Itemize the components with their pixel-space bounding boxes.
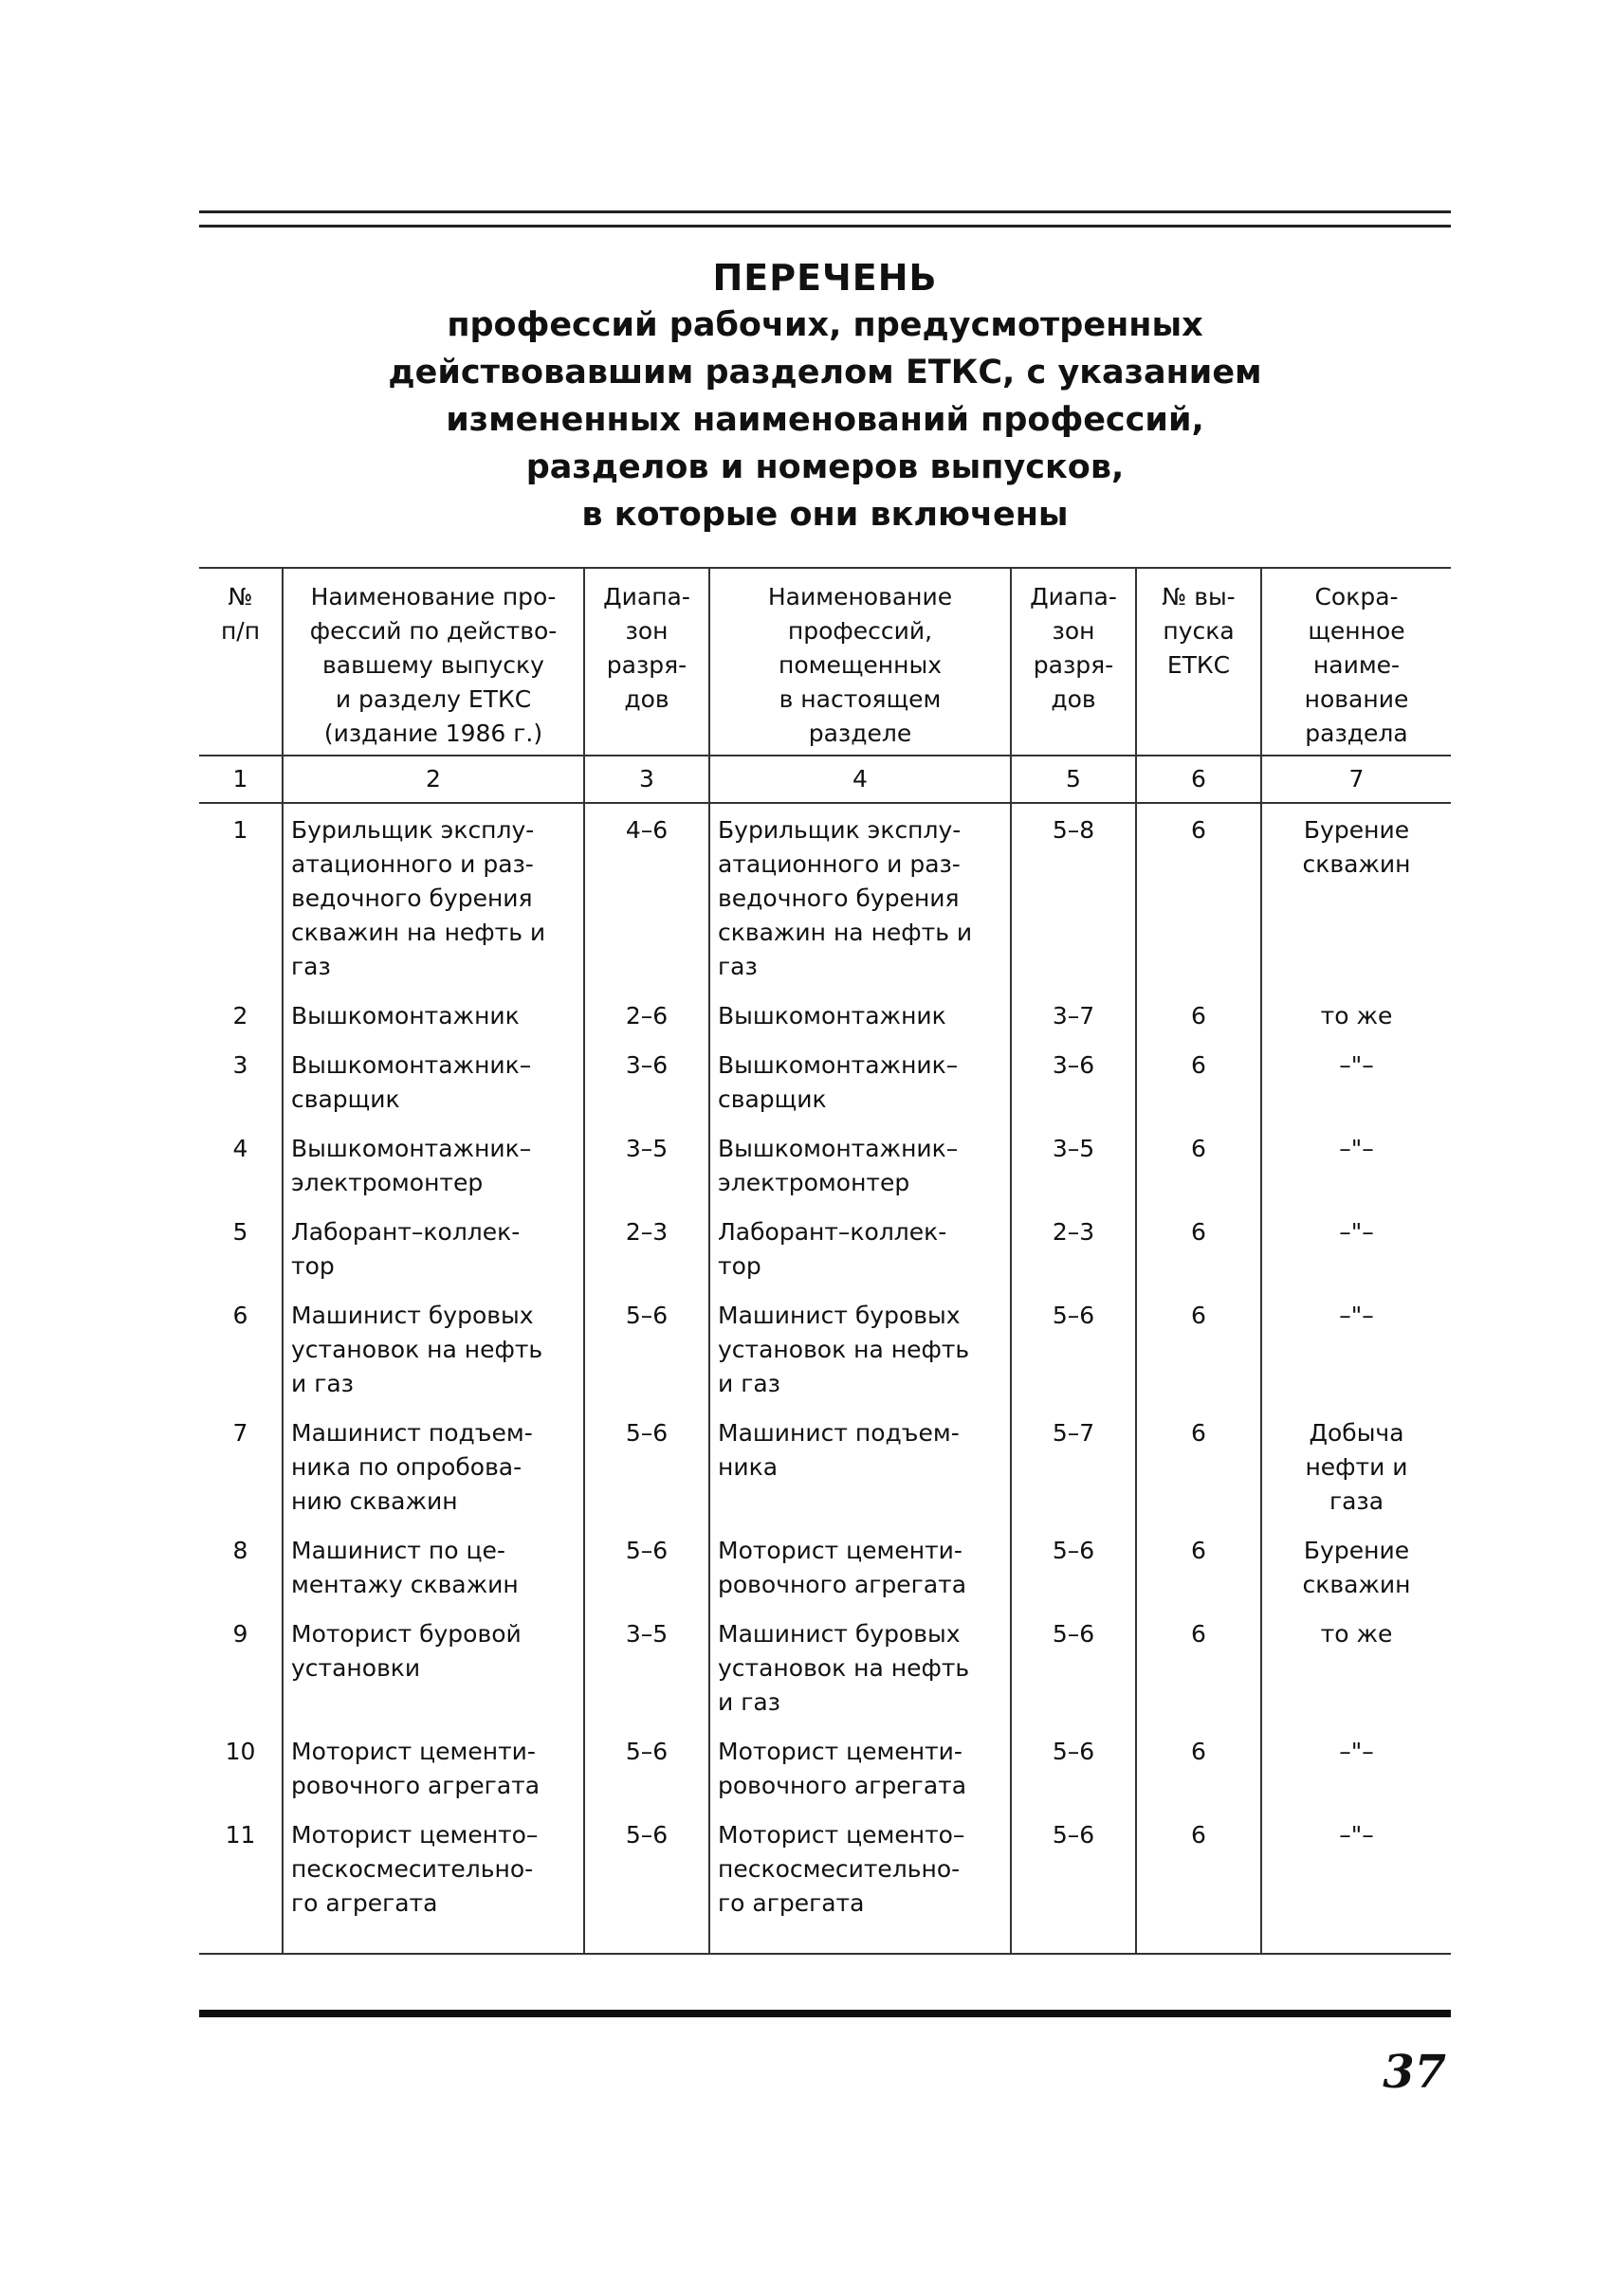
cell-old-name: Моторист цементи- ровочного агрегата bbox=[283, 1725, 584, 1809]
cell-new-name: Вышкомонтажник– сварщик bbox=[709, 1039, 1011, 1122]
cell-old-name: Вышкомонтажник– сварщик bbox=[283, 1039, 584, 1122]
cell-section: –"– bbox=[1261, 1039, 1451, 1122]
cell-new-range: 5–7 bbox=[1011, 1407, 1136, 1524]
cell-number: 11 bbox=[199, 1809, 283, 1954]
cell-issue: 6 bbox=[1136, 1809, 1261, 1954]
cell-old-range: 3–5 bbox=[584, 1122, 709, 1206]
cell-number: 9 bbox=[199, 1608, 283, 1725]
column-number: 6 bbox=[1136, 756, 1261, 803]
cell-issue: 6 bbox=[1136, 1407, 1261, 1524]
header-cell-new-name: Наименование профессий, помещенных в настоящем разделе bbox=[709, 568, 1011, 756]
cell-section: –"– bbox=[1261, 1206, 1451, 1289]
table-row bbox=[199, 1809, 1451, 1954]
title-heading: ПЕРЕЧЕНЬ bbox=[712, 257, 938, 299]
cell-section: то же bbox=[1261, 1608, 1451, 1725]
column-number: 7 bbox=[1261, 756, 1451, 803]
cell-new-range: 5–6 bbox=[1011, 1608, 1136, 1725]
cell-section: –"– bbox=[1261, 1289, 1451, 1407]
cell-old-range: 5–6 bbox=[584, 1725, 709, 1809]
cell-section: Добыча нефти и газа bbox=[1261, 1407, 1451, 1524]
cell-new-range: 5–8 bbox=[1011, 803, 1136, 990]
cell-old-range: 5–6 bbox=[584, 1809, 709, 1954]
cell-issue: 6 bbox=[1136, 1206, 1261, 1289]
cell-number: 10 bbox=[199, 1725, 283, 1809]
table-row bbox=[199, 1407, 1451, 1524]
title-line: разделов и номеров выпусков, bbox=[525, 448, 1125, 486]
table-row bbox=[199, 1289, 1451, 1407]
cell-old-name: Вышкомонтажник– электромонтер bbox=[283, 1122, 584, 1206]
column-number: 5 bbox=[1011, 756, 1136, 803]
cell-new-name: Машинист буровых установок на нефть и газ bbox=[709, 1289, 1011, 1407]
cell-number: 2 bbox=[199, 990, 283, 1039]
cell-old-name: Машинист подъем- ника по опробова- нию скважин bbox=[283, 1407, 584, 1524]
cell-section: Бурение скважин bbox=[1261, 803, 1451, 990]
cell-old-name: Машинист буровых установок на нефть и газ bbox=[283, 1289, 584, 1407]
cell-old-range: 4–6 bbox=[584, 803, 709, 990]
cell-old-range: 3–6 bbox=[584, 1039, 709, 1122]
cell-new-name: Машинист буровых установок на нефть и газ bbox=[709, 1608, 1011, 1725]
cell-new-range: 2–3 bbox=[1011, 1206, 1136, 1289]
header-cell-old-name: Наименование про- фессий по действо- вавшему выпуску и разделу ЕТКС (издание 1986 г.) bbox=[283, 568, 584, 756]
cell-number: 5 bbox=[199, 1206, 283, 1289]
cell-old-name: Машинист по це- ментажу скважин bbox=[283, 1524, 584, 1608]
cell-new-name: Бурильщик эксплу- атационного и раз- ведочного бурения скважин на нефть и газ bbox=[709, 803, 1011, 990]
cell-number: 1 bbox=[199, 803, 283, 990]
header-cell-section: Сокра- щенное наиме- нование раздела bbox=[1261, 568, 1451, 756]
column-number-row bbox=[199, 756, 1451, 803]
cell-issue: 6 bbox=[1136, 1725, 1261, 1809]
cell-section: –"– bbox=[1261, 1122, 1451, 1206]
cell-old-name: Бурильщик эксплу- атационного и раз- ведочного бурения скважин на нефть и газ bbox=[283, 803, 584, 990]
column-number: 1 bbox=[199, 756, 283, 803]
cell-new-name: Моторист цементи- ровочного агрегата bbox=[709, 1524, 1011, 1608]
cell-number: 7 bbox=[199, 1407, 283, 1524]
cell-new-name: Моторист цементи- ровочного агрегата bbox=[709, 1725, 1011, 1809]
column-number: 3 bbox=[584, 756, 709, 803]
cell-old-range: 5–6 bbox=[584, 1407, 709, 1524]
cell-new-range: 5–6 bbox=[1011, 1809, 1136, 1954]
professions-table bbox=[199, 567, 1451, 1955]
cell-old-range: 2–6 bbox=[584, 990, 709, 1039]
cell-number: 8 bbox=[199, 1524, 283, 1608]
column-number: 2 bbox=[283, 756, 584, 803]
table-row bbox=[199, 803, 1451, 990]
cell-old-range: 2–3 bbox=[584, 1206, 709, 1289]
cell-new-range: 5–6 bbox=[1011, 1725, 1136, 1809]
cell-section: –"– bbox=[1261, 1809, 1451, 1954]
cell-issue: 6 bbox=[1136, 1039, 1261, 1122]
cell-new-range: 3–7 bbox=[1011, 990, 1136, 1039]
page-number: 37 bbox=[1383, 2046, 1446, 2099]
cell-old-name: Лаборант–коллек- тор bbox=[283, 1206, 584, 1289]
cell-new-name: Моторист цементо– пескосмесительно- го агрегата bbox=[709, 1809, 1011, 1954]
table-row bbox=[199, 1524, 1451, 1608]
cell-old-range: 5–6 bbox=[584, 1289, 709, 1407]
table-row bbox=[199, 990, 1451, 1039]
bottom-rule bbox=[199, 2010, 1451, 2017]
cell-issue: 6 bbox=[1136, 990, 1261, 1039]
cell-number: 3 bbox=[199, 1039, 283, 1122]
cell-old-name: Вышкомонтажник bbox=[283, 990, 584, 1039]
table-row bbox=[199, 1039, 1451, 1122]
cell-new-range: 3–6 bbox=[1011, 1039, 1136, 1122]
table-row bbox=[199, 1122, 1451, 1206]
table-row bbox=[199, 1725, 1451, 1809]
table-row bbox=[199, 1608, 1451, 1725]
table-header-row bbox=[199, 568, 1451, 756]
cell-issue: 6 bbox=[1136, 803, 1261, 990]
cell-new-name: Лаборант–коллек- тор bbox=[709, 1206, 1011, 1289]
cell-old-name: Моторист цементо– пескосмесительно- го агрегата bbox=[283, 1809, 584, 1954]
column-number: 4 bbox=[709, 756, 1011, 803]
header-cell-number: № п/п bbox=[199, 568, 283, 756]
cell-issue: 6 bbox=[1136, 1289, 1261, 1407]
cell-new-name: Вышкомонтажник bbox=[709, 990, 1011, 1039]
cell-issue: 6 bbox=[1136, 1524, 1261, 1608]
cell-old-range: 5–6 bbox=[584, 1524, 709, 1608]
title-line: профессий рабочих, предусмотренных bbox=[447, 306, 1203, 344]
cell-number: 6 bbox=[199, 1289, 283, 1407]
header-cell-issue: № вы- пуска ЕТКС bbox=[1136, 568, 1261, 756]
cell-old-name: Моторист буровой установки bbox=[283, 1608, 584, 1725]
cell-section: Бурение скважин bbox=[1261, 1524, 1451, 1608]
cell-issue: 6 bbox=[1136, 1608, 1261, 1725]
cell-new-range: 5–6 bbox=[1011, 1289, 1136, 1407]
header-cell-new-range: Диапа- зон разря- дов bbox=[1011, 568, 1136, 756]
cell-section: то же bbox=[1261, 990, 1451, 1039]
table-row bbox=[199, 1206, 1451, 1289]
cell-new-name: Вышкомонтажник– электромонтер bbox=[709, 1122, 1011, 1206]
cell-new-range: 5–6 bbox=[1011, 1524, 1136, 1608]
title-line: в которые они включены bbox=[581, 496, 1069, 534]
cell-number: 4 bbox=[199, 1122, 283, 1206]
title-line: действовавшим разделом ЕТКС, с указанием bbox=[388, 354, 1262, 392]
document-title bbox=[284, 254, 1366, 538]
cell-issue: 6 bbox=[1136, 1122, 1261, 1206]
cell-old-range: 3–5 bbox=[584, 1608, 709, 1725]
title-line: измененных наименований профессий, bbox=[446, 401, 1204, 439]
cell-new-name: Машинист подъем- ника bbox=[709, 1407, 1011, 1524]
cell-section: –"– bbox=[1261, 1725, 1451, 1809]
cell-new-range: 3–5 bbox=[1011, 1122, 1136, 1206]
top-double-rule bbox=[199, 210, 1451, 228]
header-cell-old-range: Диапа- зон разря- дов bbox=[584, 568, 709, 756]
table-body bbox=[199, 803, 1451, 1954]
